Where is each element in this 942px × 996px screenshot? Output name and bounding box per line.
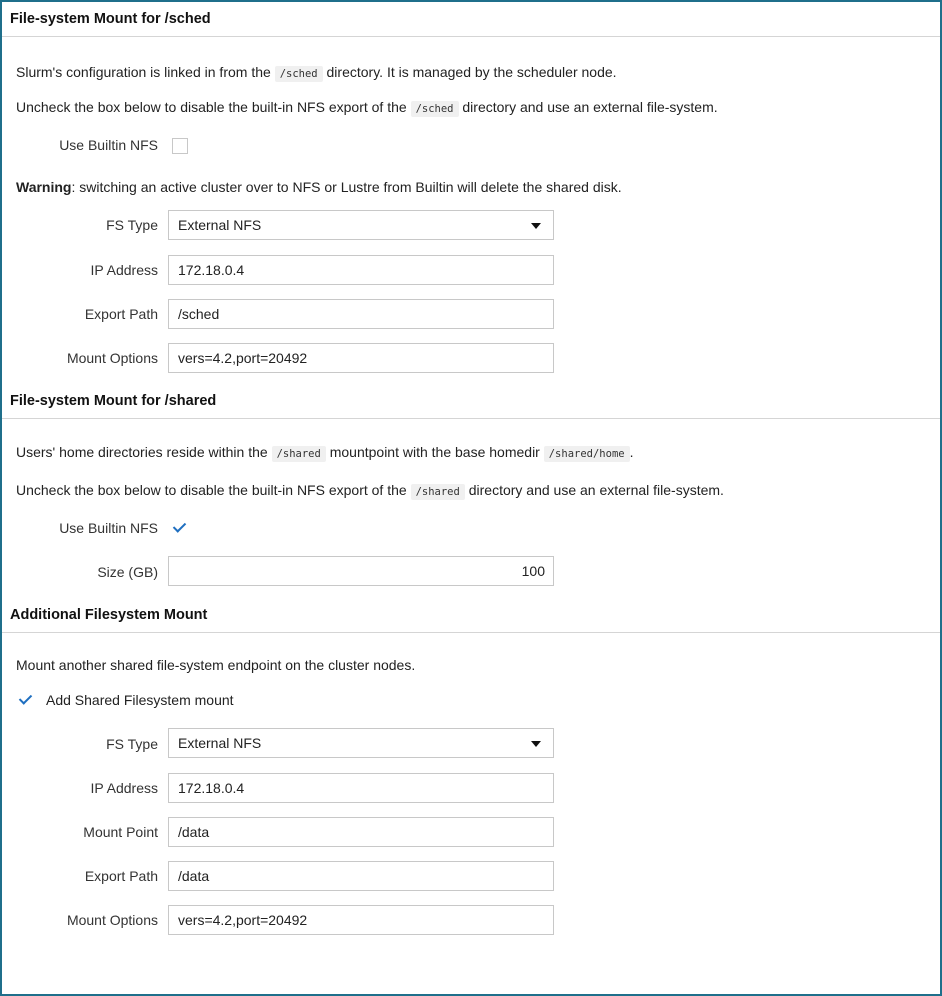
add-shared-filesystem-checkbox[interactable] xyxy=(18,692,34,708)
ip-address-label: IP Address xyxy=(90,780,158,796)
chevron-down-icon xyxy=(531,741,541,747)
additional-fs-type-select[interactable]: External NFS xyxy=(168,728,554,758)
additional-mount-point-input[interactable]: /data xyxy=(168,817,554,847)
ip-address-label: IP Address xyxy=(90,262,158,278)
mount-point-label: Mount Point xyxy=(83,824,158,840)
sched-ip-address-input[interactable]: 172.18.0.4 xyxy=(168,255,554,285)
sched-description-2: Uncheck the box below to disable the built-in NFS export of the /sched directory and use an external file-system. xyxy=(16,99,718,115)
section-header-shared xyxy=(2,388,940,419)
additional-mount-options-input[interactable]: vers=4.2,port=20492 xyxy=(168,905,554,935)
shared-description-2: Uncheck the box below to disable the built-in NFS export of the /shared directory and use an external file-system. xyxy=(16,482,724,498)
code-shared: /shared xyxy=(411,484,465,500)
shared-use-builtin-nfs-checkbox[interactable] xyxy=(172,520,188,536)
code-sched: /sched xyxy=(411,101,459,117)
add-shared-filesystem-label: Add Shared Filesystem mount xyxy=(46,692,234,708)
size-gb-label: Size (GB) xyxy=(97,564,158,580)
use-builtin-nfs-label: Use Builtin NFS xyxy=(59,137,158,153)
sched-export-path-input[interactable]: /sched xyxy=(168,299,554,329)
section-title-shared: File-system Mount for /shared xyxy=(10,393,217,409)
code-sched: /sched xyxy=(275,66,323,82)
additional-description: Mount another shared file-system endpoint on the cluster nodes. xyxy=(16,657,416,673)
section-title-additional: Additional Filesystem Mount xyxy=(10,607,208,623)
export-path-label: Export Path xyxy=(84,868,158,884)
section-title-sched: File-system Mount for /sched xyxy=(10,11,211,27)
code-shared: /shared xyxy=(272,446,326,462)
fs-type-label: FS Type xyxy=(106,736,158,752)
checkmark-icon xyxy=(19,691,32,704)
use-builtin-nfs-label: Use Builtin NFS xyxy=(59,520,158,536)
mount-options-label: Mount Options xyxy=(66,912,158,928)
additional-ip-address-input[interactable]: 172.18.0.4 xyxy=(168,773,554,803)
sched-use-builtin-nfs-checkbox[interactable] xyxy=(172,138,188,154)
section-header-sched xyxy=(2,6,940,37)
additional-export-path-input[interactable]: /data xyxy=(168,861,554,891)
code-shared-home: /shared/home xyxy=(544,446,630,462)
mount-options-label: Mount Options xyxy=(66,350,158,366)
sched-description-1: Slurm's configuration is linked in from the /sched directory. It is managed by the scheduler node. xyxy=(16,64,617,80)
checkmark-icon xyxy=(173,519,186,532)
export-path-label: Export Path xyxy=(84,306,158,322)
shared-description-1: Users' home directories reside within the /shared mountpoint with the base homedir /shared/home . xyxy=(16,444,634,460)
section-header-additional xyxy=(2,602,940,633)
sched-fs-type-select[interactable]: External NFS xyxy=(168,210,554,240)
chevron-down-icon xyxy=(531,223,541,229)
shared-size-input[interactable]: 100 xyxy=(168,556,554,586)
sched-mount-options-input[interactable]: vers=4.2,port=20492 xyxy=(168,343,554,373)
sched-warning: Warning: switching an active cluster over to NFS or Lustre from Builtin will delete the shared disk. xyxy=(16,179,622,195)
warning-label: Warning xyxy=(16,179,72,195)
fs-type-label: FS Type xyxy=(106,217,158,233)
